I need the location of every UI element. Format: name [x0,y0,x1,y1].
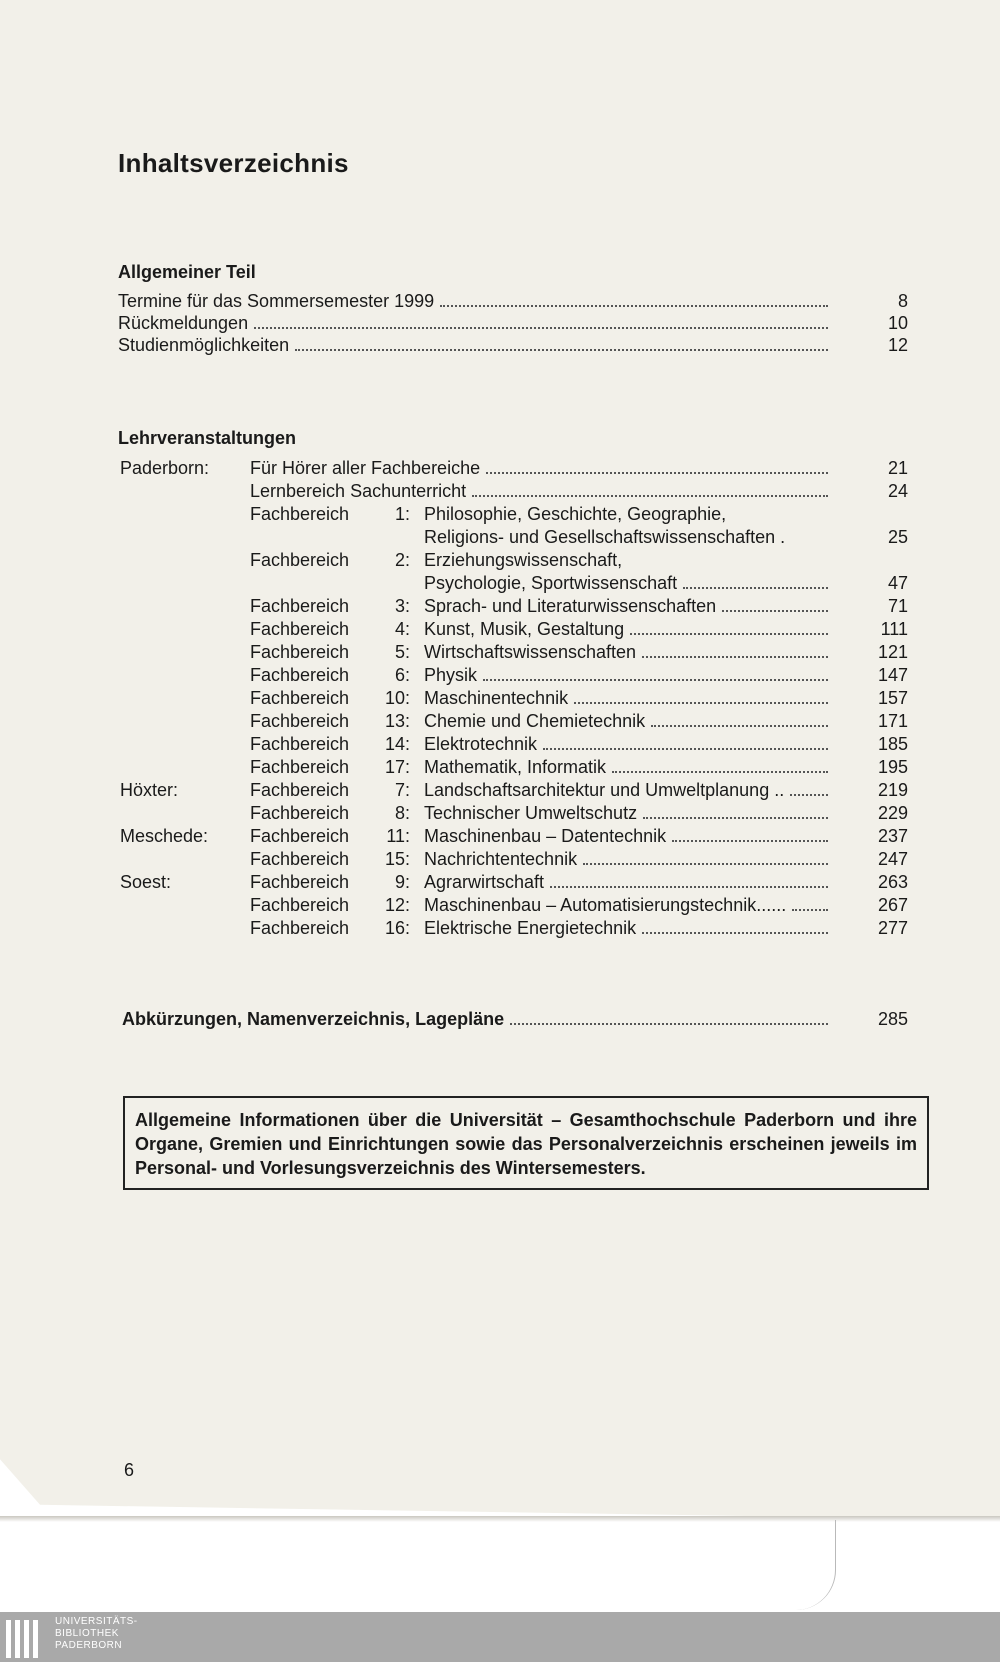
department-subject-line [424,779,834,801]
department-label [250,756,415,778]
toc-entry-appendix [122,1008,834,1030]
toc-entry-page: 47 [887,573,908,593]
department-subject-line [424,756,834,778]
department-subject-line [424,802,834,824]
department-word: Fachbereich [250,918,350,938]
dot-leader [483,665,828,681]
department-number: 5: [394,642,410,662]
department-label [250,825,415,847]
toc-entry-termine [118,290,834,312]
dot-leader [642,918,828,934]
department-subject: Maschinentechnik [424,688,569,708]
toc-entry-page: 157 [877,688,908,708]
toc-entry-label: Abkürzungen, Namenverzeichnis, Lagepläne [122,1009,505,1029]
department-subject-line [424,572,834,594]
dot-leader [550,872,828,888]
department-subject: Elektrische Energietechnik [424,918,637,938]
campus-label-hoexter: Höxter: [120,780,179,800]
library-name: UNIVERSITÄTS- BIBLIOTHEK PADERBORN [55,1616,138,1651]
dot-leader [672,826,828,842]
department-subject: Chemie und Chemietechnik [424,711,646,731]
department-word: Fachbereich [250,849,350,869]
library-logo-icon [6,1620,40,1658]
toc-entry-page: 25 [887,527,908,547]
department-label [250,595,415,617]
department-word: Fachbereich [250,872,350,892]
department-number: 4: [394,619,410,639]
department-word: Fachbereich [250,757,350,777]
department-subject: Physik [424,665,478,685]
scan-crease [785,1520,836,1610]
toc-entry-page: 263 [877,872,908,892]
dot-leader [583,849,828,865]
department-subject-line [424,710,834,732]
toc-entry-page: 21 [887,458,908,478]
dot-leader [642,642,828,658]
department-number: 7: [394,780,410,800]
dot-leader [254,313,828,329]
page-title: Inhaltsverzeichnis [118,148,349,178]
department-word: Fachbereich [250,642,350,662]
toc-entry-rueckmeldungen [118,312,834,334]
page-edge-shadow [0,1516,1000,1522]
dot-leader [574,688,828,704]
dot-leader [612,757,828,773]
toc-entry-page: 195 [877,757,908,777]
dot-leader [790,780,828,796]
toc-entry-label: Für Hörer aller Fachbereiche [250,458,481,478]
toc-entry-page: 12 [887,335,908,355]
department-number: 11: [386,826,410,846]
department-number: 14: [384,734,410,754]
department-subject: Maschinenbau – Automatisierungstechnik...... [424,895,787,915]
department-label [250,917,415,939]
department-word: Fachbereich [250,803,350,823]
department-word: Fachbereich [250,895,350,915]
toc-entry-page: 121 [877,642,908,662]
department-subject: Technischer Umweltschutz [424,803,638,823]
section-heading-courses: Lehrveranstaltungen [118,428,297,448]
department-number: 9: [394,872,410,892]
toc-entry-page: 267 [877,895,908,915]
department-word: Fachbereich [250,711,350,731]
department-label [250,687,415,709]
dot-leader [486,458,828,474]
section-heading-general: Allgemeiner Teil [118,262,256,282]
toc-entry-label: Termine für das Sommersemester 1999 [118,291,435,311]
toc-entry-page: 185 [877,734,908,754]
page-number: 6 [124,1460,135,1480]
department-number: 17: [384,757,410,777]
dot-leader [722,596,828,612]
department-subject-line [424,595,834,617]
department-subject: Maschinenbau – Datentechnik [424,826,667,846]
toc-entry-label: Lernbereich Sachunterricht [250,481,467,501]
campus-label-soest: Soest: [120,872,172,892]
department-label [250,641,415,663]
department-subject: Religions- und Gesellschaftswissenschaften . [424,527,786,547]
library-footer-bar [0,1612,1000,1662]
department-subject-line [424,641,834,663]
department-subject: Wirtschaftswissenschaften [424,642,637,662]
department-word: Fachbereich [250,596,350,616]
department-number: 6: [394,665,410,685]
department-number: 10: [384,688,410,708]
department-word: Fachbereich [250,780,350,800]
department-label [250,618,415,640]
department-number: 1: [394,504,410,524]
toc-entry-sachunterricht [250,480,834,502]
department-subject-line [424,894,834,916]
dot-leader [651,711,828,727]
department-number: 16: [384,918,410,938]
dot-leader [295,335,828,351]
department-label [250,733,415,755]
department-word: Fachbereich [250,734,350,754]
toc-entry-page: 229 [877,803,908,823]
department-label [250,848,415,870]
department-word: Fachbereich [250,504,350,524]
department-label [250,664,415,686]
dot-leader [643,803,828,819]
department-subject-line [424,618,834,640]
toc-entry-page: 8 [897,291,908,311]
dot-leader [543,734,828,750]
toc-entry-page: 247 [877,849,908,869]
department-subject-line [424,871,834,893]
toc-entry-page: 219 [877,780,908,800]
toc-entry-page: 285 [877,1009,908,1029]
department-word: Fachbereich [250,619,350,639]
department-number: 8: [394,803,410,823]
department-subject-line [424,848,834,870]
department-label [250,802,415,824]
toc-entry-page: 237 [877,826,908,846]
department-subject: Landschaftsarchitektur und Umweltplanung .. [424,780,785,800]
toc-entry-page: 171 [877,711,908,731]
toc-entry-page: 277 [877,918,908,938]
department-subject: Agrarwirtschaft [424,872,545,892]
department-label [250,779,415,801]
toc-entry-hoerer [250,457,834,479]
dot-leader [630,619,828,635]
toc-entry-page: 111 [880,619,908,639]
campus-label-paderborn: Paderborn: [120,458,210,478]
dot-leader [510,1009,828,1025]
department-subject: Sprach- und Literaturwissenschaften [424,596,717,616]
department-word: Fachbereich [250,665,350,685]
campus-label-meschede: Meschede: [120,826,209,846]
department-subject: Kunst, Musik, Gestaltung [424,619,625,639]
toc-entry-label: Rückmeldungen [118,313,249,333]
department-number: 15: [384,849,410,869]
toc-entry-studienmoeglichkeiten [118,334,834,356]
info-box: Allgemeine Informationen über die Universität – Gesamthochschule Paderborn und ihre Organe, Gremien und Einrichtungen sowie das Personalverzeichnis erscheinen jeweils im Personal- und Vorlesungsverzeichnis des Wintersemesters. [123,1096,929,1190]
department-number: 2: [394,550,410,570]
department-word: Fachbereich [250,550,350,570]
department-subject: Psychologie, Sportwissenschaft [424,573,678,593]
dot-leader [440,291,828,307]
department-label [250,503,415,525]
department-subject: Elektrotechnik [424,734,538,754]
department-label [250,894,415,916]
department-subject: Nachrichtentechnik [424,849,578,869]
department-subject-line [424,687,834,709]
department-subject: Mathematik, Informatik [424,757,607,777]
dot-leader [683,573,828,589]
department-subject: Philosophie, Geschichte, Geographie, [424,504,727,524]
toc-entry-page: 10 [887,313,908,333]
department-number: 13: [384,711,410,731]
toc-entry-page: 147 [877,665,908,685]
department-subject-line [424,664,834,686]
department-subject-line [424,917,834,939]
toc-entry-page: 24 [887,481,908,501]
department-label [250,710,415,732]
department-subject-line [424,825,834,847]
department-word: Fachbereich [250,688,350,708]
department-word: Fachbereich [250,826,350,846]
department-label [250,549,415,571]
department-subject-line [424,733,834,755]
toc-entry-page: 71 [887,596,908,616]
department-subject: Erziehungswissenschaft, [424,550,623,570]
department-number: 3: [394,596,410,616]
dot-leader [472,481,828,497]
toc-entry-label: Studienmöglichkeiten [118,335,290,355]
department-number: 12: [384,895,410,915]
department-label [250,871,415,893]
dot-leader [792,895,828,911]
